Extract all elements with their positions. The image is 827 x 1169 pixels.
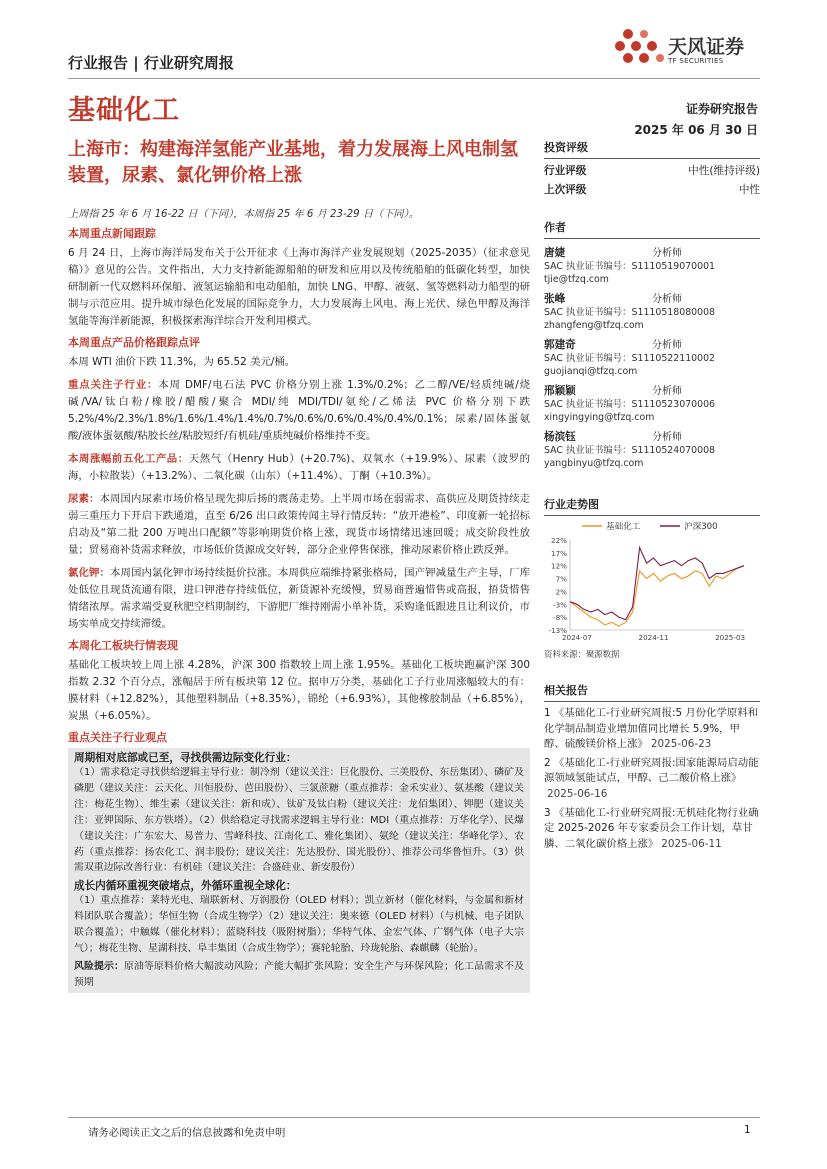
related-report-item[interactable] <box>544 706 760 753</box>
related-report-item[interactable] <box>544 756 760 803</box>
trend-divider <box>544 515 760 516</box>
author-email[interactable]: yangbinyu@tfzq.com <box>544 458 644 469</box>
logo-english-name: TF SECURITIES <box>668 57 724 65</box>
industry-trend-chart <box>544 518 760 646</box>
author-sac-number: SAC 执业证书编号：S1110519070001 <box>544 261 716 272</box>
related-divider <box>544 701 760 702</box>
logo-chinese-name: 天风证券 <box>668 36 745 58</box>
y-tick-label: 22% <box>551 536 567 545</box>
focus-label: 重点关注子行业： <box>68 379 159 391</box>
legend-label: 沪深300 <box>684 522 718 532</box>
author-email[interactable]: guojianqi@tfzq.com <box>544 366 638 377</box>
report-kind: 证券研究报告 <box>685 102 758 116</box>
previous-rating-row <box>544 182 760 197</box>
y-tick-label: 7% <box>555 574 567 584</box>
author-role: 分析师 <box>652 340 682 351</box>
sector-paragraph: 基础化工板块较上周上涨 4.28%，沪深 300 指数较上周上涨 1.95%。基础化工板块跑赢沪深 300 指数 2.32 个百分点，涨幅居于所有板块第 12 位。据申万分类，基础化工子行业周涨幅较大的有：膜材料（+12.82%），其他塑料制品（+8.35%），锦纶（+6.93%），其他橡胶制品（+6.85%），炭黑（+6.05%）。 <box>68 659 530 722</box>
author-name: 邢颖颖 <box>544 385 576 397</box>
period-note: 上周指 25 年 6 月 16-22 日（下同），本周指 25 年 6 月 23-29 日（下同）。 <box>68 209 419 220</box>
previous-rating-label: 上次评级 <box>544 184 587 196</box>
author-name: 杨滨钰 <box>544 431 576 443</box>
author-entry <box>544 336 760 378</box>
related-report-title: 1 《基础化工-行业研究周报:5 月份化学原料和化学制品制造业增加值同比增长 5.9%，甲醇、硫酸镁价格上涨》 <box>544 707 759 751</box>
author-role: 分析师 <box>652 248 682 259</box>
report-date: 2025 年 06 月 30 日 <box>634 123 758 137</box>
related-report-item[interactable] <box>544 806 760 853</box>
kcl-label: 氯化钾： <box>68 567 111 579</box>
header-divider <box>68 78 760 79</box>
kcl-paragraph <box>68 565 530 633</box>
industry-title: 基础化工 <box>68 95 180 126</box>
y-tick-label: 17% <box>551 548 567 558</box>
related-list <box>544 706 760 852</box>
y-tick-label: -8% <box>553 613 567 623</box>
author-entry <box>544 382 760 424</box>
footer-divider <box>68 1117 760 1118</box>
wti-paragraph: 本周 WTI 油价下跌 11.3%，为 65.52 美元/桶。 <box>68 356 296 368</box>
document-type: 行业报告 | 行业研究周报 <box>68 54 234 72</box>
x-tick-label: 2024-11 <box>638 633 669 642</box>
author-email[interactable]: tjie@tfzq.com <box>544 274 609 285</box>
industry-rating-value: 中性(维持评级) <box>688 165 760 177</box>
related-report-date: 2025-06-23 <box>650 738 712 751</box>
price-section-title: 本周重点产品价格跟踪点评 <box>68 336 200 349</box>
footer-disclaimer: 请务必阅读正文之后的信息披露和免责申明 <box>88 1127 286 1139</box>
author-entry <box>544 244 760 286</box>
focus-text: 本周 DMF/电石法 PVC 价格分别上涨 1.3%/0.2%；乙二醇/VE/轻质纯碱/烧碱/VA/钛白粉/橡胶/醋酸/聚合 MDI/纯 MDI/TDI/氨纶/乙烯法 PVC 价格分别下跌 5.2%/4%/2.3%/1.8%/1.6%/1.4%/1.4%/0.7%/0.6%/0.6%/0.4%/0.4%/0.1%；尿素/固体蛋氨酸/液体蛋氨酸/粘胶长丝/粘胶短纤/有机硅/重质纯碱价格维持不变。 <box>68 379 530 442</box>
related-report-date: 2025-06-16 <box>547 787 608 800</box>
author-entry <box>544 290 760 332</box>
gain-text: 天然气（Henry Hub）(+20.7%)、双氧水（+19.9%）、尿素（波罗的海，小粒散装）（+13.2%）、二氧化碳（山东）（+11.4%）、丁酮（+10.3%）。 <box>68 453 530 482</box>
view-subheading-cycle: 周期相对底部或已至，寻找供需边际变化行业： <box>74 752 297 764</box>
related-report-title: 3 《基础化工-行业研究周报:无机硅化物行业确定 2025-2026 年专家委员会工作计划，草甘膦、二氧化碳价格上涨》 <box>544 806 759 850</box>
author-role: 分析师 <box>652 432 682 443</box>
previous-rating-value: 中性 <box>738 184 760 196</box>
risk-paragraph <box>74 959 524 991</box>
related-title: 相关报告 <box>544 684 588 697</box>
view-section-title: 重点关注子行业观点 <box>68 731 167 744</box>
y-tick-label: -3% <box>553 600 567 610</box>
author-entry <box>544 428 760 470</box>
legend-label: 基础化工 <box>606 522 641 532</box>
x-tick-label: 2024-07 <box>561 633 592 642</box>
urea-paragraph <box>68 491 530 559</box>
chart-source: 资料来源：聚源数据 <box>544 649 620 659</box>
view-growth-text: （1）重点推荐：莱特光电、瑞联新材、万润股份（OLED 材料）；凯立新材（催化材料，与金属和新材料团队联合覆盖）；华恒生物（合成生物学）（2）建议关注：奥来德（OLED 材料）（与机械、电子团队联合覆盖）；中触媒（催化材料）；蓝晓科技（吸附树脂）；华特气体、金宏气体、广钢气体（电子大宗气）；梅花生物、星湖科技、阜丰集团（合成生物学）；赛轮轮胎、玲珑轮胎、森麒麟（轮胎）。 <box>74 895 524 955</box>
authors-divider <box>544 238 760 239</box>
author-sac-number: SAC 执业证书编号：S1110523070006 <box>544 399 716 410</box>
page-number: 1 <box>744 1124 751 1136</box>
author-role: 分析师 <box>652 294 682 305</box>
y-tick-label: -13% <box>548 626 567 635</box>
series-line <box>570 548 744 620</box>
sidebar <box>544 139 760 855</box>
view-cycle-text: （1）需求稳定寻找供给逻辑主导行业：制冷剂（建议关注：巨化股份、三美股份、东岳集团）、磷矿及磷肥（建议关注：云天化、川恒股份、芭田股份）、三氯蔗糖（重点推荐：金禾实业）、氨基酸（建议关注：梅花生物）、维生素（建议关注：新和成）、钛矿及钛白粉（建议关注：龙佰集团）、钾肥（建议关注：亚钾国际、东方铁塔）。（2）供给稳定寻找需求逻辑主导行业：MDI（重点推荐：万华化学）、民爆（建议关注：广东宏大、易普力、雪峰科技、江南化工、雅化集团）、氨纶（建议关注：华峰化学）、农药（重点推荐：扬农化工、润丰股份；建议关注：先达股份、国光股份）、推荐公司华鲁恒升。（3）供需双重边际改善行业：有机硅（建议关注：合盛硅业、新安股份） <box>74 767 524 874</box>
author-sac-number: SAC 执业证书编号：S1110524070008 <box>544 445 716 456</box>
x-tick-label: 2025-03 <box>715 633 746 642</box>
author-list <box>544 244 760 470</box>
main-content <box>68 206 530 993</box>
author-sac-number: SAC 执业证书编号：S1110522110002 <box>544 353 716 364</box>
y-tick-label: 2% <box>555 587 567 597</box>
trend-title: 行业走势图 <box>544 498 599 511</box>
related-report-date: 2025-06-11 <box>661 837 722 850</box>
y-tick-label: 12% <box>551 561 567 571</box>
series-line <box>570 566 744 626</box>
urea-label: 尿素： <box>68 493 100 505</box>
view-box <box>68 748 530 993</box>
rating-divider <box>544 158 760 159</box>
author-name: 郭建奇 <box>544 339 576 351</box>
report-title: 上海市：构建海洋氢能产业基地，着力发展海上风电制氢装置，尿素、氯化钾价格上涨 <box>68 139 518 186</box>
author-name: 张峰 <box>544 293 566 305</box>
view-subheading-growth: 成长内循环重视突破堵点，外循环重视全球化： <box>74 880 297 893</box>
authors-title: 作者 <box>544 221 566 234</box>
rating-title: 投资评级 <box>544 141 588 154</box>
urea-text: 本周国内尿素市场价格呈现先抑后扬的震荡走势。上半周市场在弱需求、高供应及期货持续走弱三重压力下开启下跌通道，直至 6/26 出口政策传闻主导行情反转：“放开港检”、印度新一轮招标启动及“第二批 200 万吨出口配额”等影响期货价格上涨，现货市场情绪迅速回暖；成交阶段性放量；贸易商补货需求释放，市场低价货源成交好转，部分企业停售保涨，推动尿素价格止跌反弹。 <box>68 493 531 556</box>
kcl-text: 本周国内氯化钾市场持续挺价拉涨。本周供应端维持紧张格局，国产钾减量生产主导，厂库处低位且现货流通有限，进口钾港存持续低位，新货源补充缓慢，贸易商普遍惜售或高报，捂货惜售情绪浓厚。需求端受夏秋肥空档期制约，下游肥厂维持刚需小单补货，采购逢低跟进且让利议价，市场实单成交持续滞缓。 <box>68 567 531 630</box>
risk-text: 原油等原料价格大幅波动风险；产能大幅扩张风险；安全生产与环保风险；化工品需求不及预期 <box>74 960 524 988</box>
industry-rating-label: 行业评级 <box>544 165 587 177</box>
focus-paragraph <box>68 377 530 445</box>
gain-paragraph <box>68 451 530 485</box>
author-name: 唐婕 <box>544 247 566 259</box>
author-sac-number: SAC 执业证书编号：S1110518080008 <box>544 307 716 318</box>
news-paragraph: 6 月 24 日，上海市海洋局发布关于公开征求《上海市海洋产业发展规划（2025-2035）（征求意见稿）》意见的公告。文件指出，大力支持新能源船舶的研发和应用以及传统船舶的低碳化转型，加快研制新一代双燃料环保船、液氢运输船和电动船舶，加快 LNG、甲醇、液氨、氢等燃料动力船型的研制与示范应用。提升城市绿色化发展的国际竞争力，大力发展海上风电、海上光伏、绿色甲醇及海洋氢能等海洋新能源，积极探索海洋综合开发利用模式。 <box>68 247 530 327</box>
industry-rating-row <box>544 163 760 178</box>
sector-section-title: 本周化工板块行情表现 <box>68 639 178 652</box>
author-role: 分析师 <box>652 386 682 397</box>
related-report-title: 2 《基础化工-行业研究周报:国家能源局启动能源领域氢能试点，甲醇、己二酸价格上涨》 <box>544 756 759 785</box>
risk-label: 风险提示： <box>74 960 125 972</box>
author-email[interactable]: zhangfeng@tfzq.com <box>544 320 644 331</box>
news-section-title: 本周重点新闻跟踪 <box>68 227 156 240</box>
gain-label: 本周涨幅前五化工产品： <box>68 453 189 465</box>
author-email[interactable]: xingyingying@tfzq.com <box>544 412 655 423</box>
